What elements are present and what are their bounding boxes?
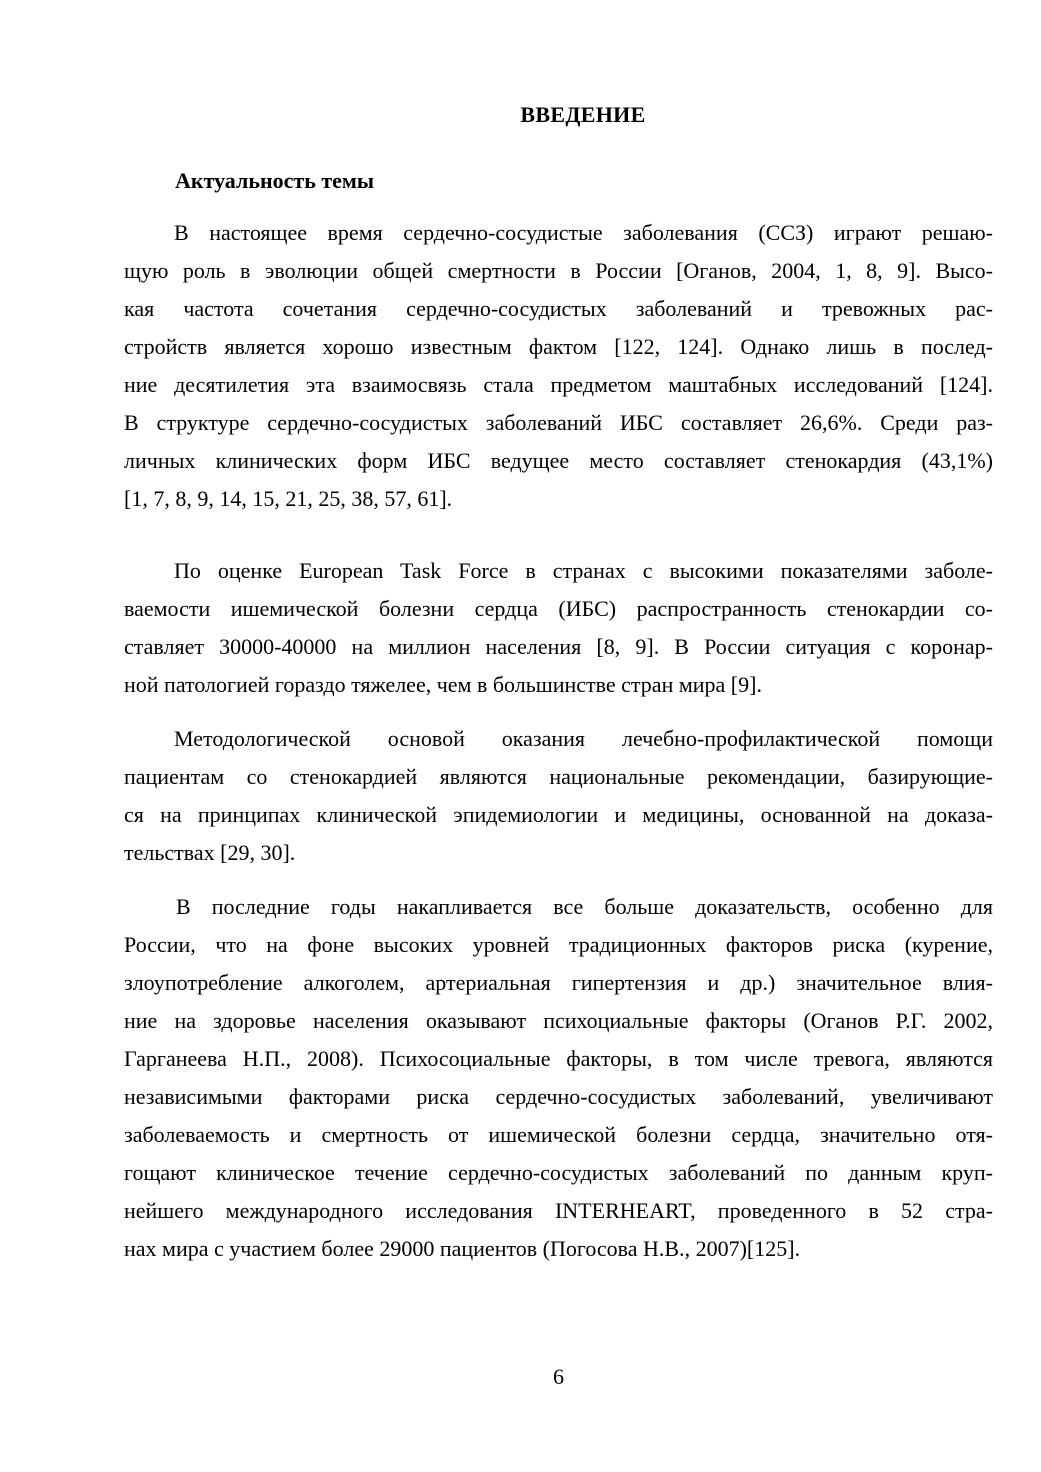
text-line: [1, 7, 8, 9, 14, 15, 21, 25, 38, 57, 61]. (124, 486, 453, 511)
text-line: пациентам со стенокардией являются национальные рекомендации, базирующие- (124, 764, 993, 789)
text-line: тельствах [29, 30]. (124, 840, 296, 865)
text-line: ставляет 30000-40000 на миллион населения [8, 9]. В России ситуация с коронар- (124, 634, 993, 659)
text-line: независимыми факторами риска сердечно-сосудистых заболеваний, увеличивают (124, 1084, 993, 1109)
paragraph-2 (124, 552, 993, 704)
text-line: В последние годы накапливается все больше доказательств, особенно для (176, 894, 993, 919)
text-line: нах мира с участием более 29000 пациентов (Погосова Н.В., 2007)[125]. (124, 1236, 801, 1261)
paragraph-3 (124, 720, 993, 872)
section-heading: Актуальность темы (175, 168, 375, 193)
text-line: гощают клиническое течение сердечно-сосудистых заболеваний по данным круп- (124, 1160, 993, 1185)
page-title: ВВЕДЕНИЕ (520, 102, 646, 127)
text-line: Гарганеева Н.П., 2008). Психосоциальные факторы, в том числе тревога, являются (124, 1046, 993, 1071)
text-line: ся на принципах клинической эпидемиологии и медицины, основанной на доказа- (124, 802, 993, 827)
text-line: ной патологией гораздо тяжелее, чем в большинстве стран мира [9]. (124, 672, 762, 697)
text-line: По оценке European Task Force в странах с высокими показателями заболе- (174, 558, 993, 583)
text-line: В структуре сердечно-сосудистых заболеваний ИБС составляет 26,6%. Среди раз- (124, 410, 993, 435)
text-line: кая частота сочетания сердечно-сосудистых заболеваний и тревожных рас- (124, 296, 993, 321)
text-line: нейшего международного исследования INTERHEART, проведенного в 52 стра- (124, 1198, 993, 1223)
paragraph-4 (124, 888, 993, 1268)
text-line: щую роль в эволюции общей смертности в России [Оганов, 2004, 1, 8, 9]. Высо- (124, 258, 993, 283)
text-line: ние на здоровье населения оказывают психоциальные факторы (Оганов Р.Г. 2002, (124, 1008, 993, 1033)
text-line: заболеваемость и смертность от ишемической болезни сердца, значительно отя- (124, 1122, 993, 1147)
paragraph-1 (124, 214, 993, 518)
text-line: личных клинических форм ИБС ведущее место составляет стенокардия (43,1%) (124, 448, 993, 473)
text-line: ваемости ишемической болезни сердца (ИБС) распространность стенокардии со- (124, 596, 993, 621)
text-line: России, что на фоне высоких уровней традиционных факторов риска (курение, (124, 932, 993, 957)
text-line: злоупотребление алкоголем, артериальная гипертензия и др.) значительное влия- (124, 970, 993, 995)
text-line: ние десятилетия эта взаимосвязь стала предметом маштабных исследований [124]. (124, 372, 993, 397)
text-line: Методологической основой оказания лечебно-профилактической помощи (174, 726, 993, 751)
text-line: стройств является хорошо известным фактом [122, 124]. Однако лишь в послед- (124, 334, 993, 359)
text-line: В настоящее время сердечно-сосудистые заболевания (ССЗ) играют решаю- (174, 220, 993, 245)
page-number: 6 (553, 1364, 564, 1389)
